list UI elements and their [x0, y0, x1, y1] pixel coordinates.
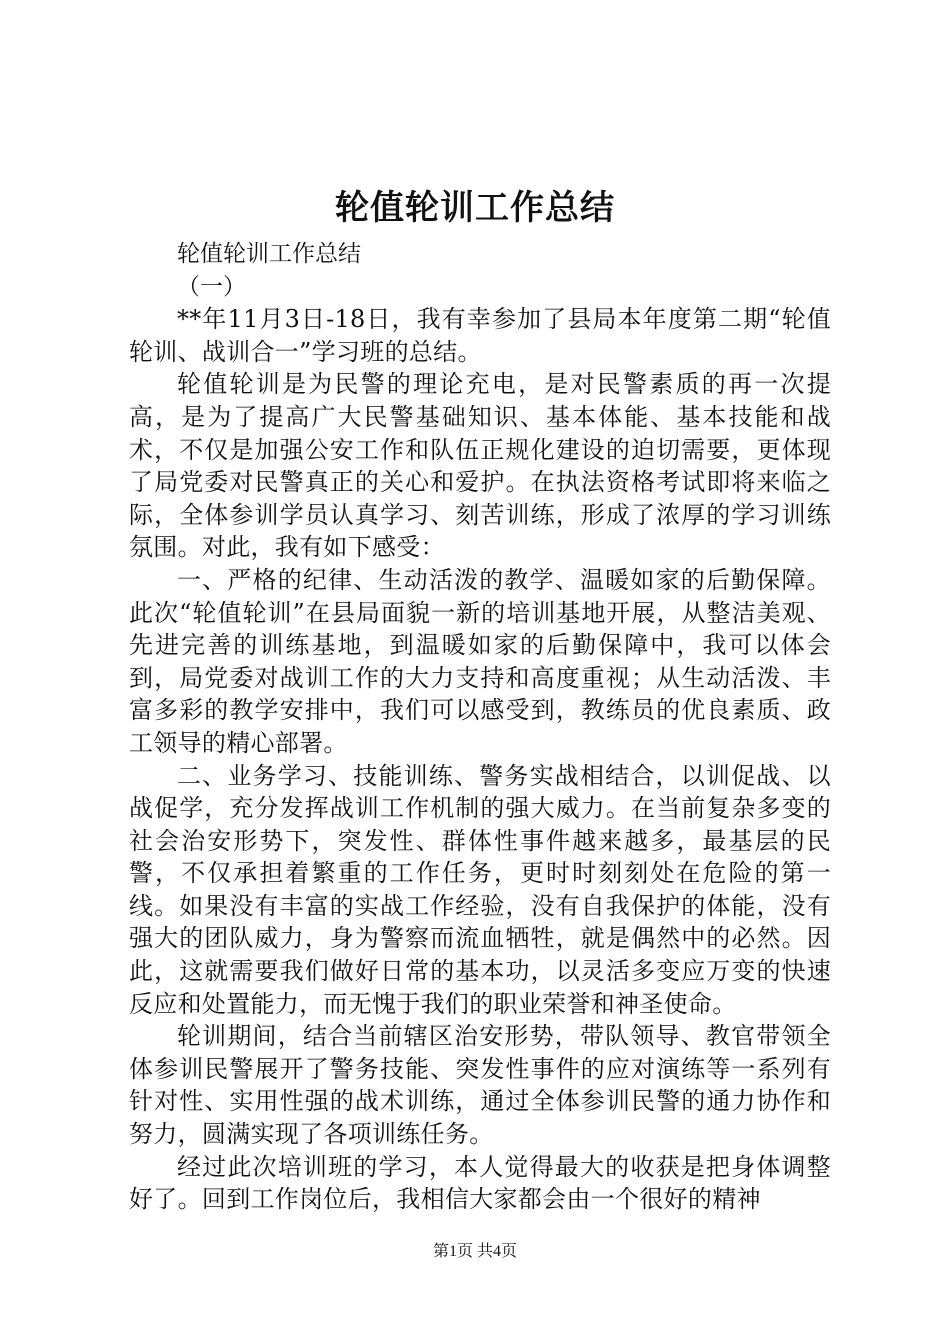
- document-subtitle: 轮值轮训工作总结: [177, 241, 361, 267]
- paragraph-6: 经过此次培训班的学习，本人觉得最大的收获是把身体调整好了。回到工作岗位后，我相信大家都会由一个很好的精神: [129, 1152, 831, 1214]
- paragraph-2: 轮值轮训是为民警的理论充电，是对民警素质的再一次提高，是为了提高广大民警基础知识、基本体能、基本技能和战术，不仅是加强公安工作和队伍正规化建设的迫切需要，更体现了局党委对民警真正的关心和爱护。在执法资格考试即将来临之际，全体参训学员认真学习、刻苦训练，形成了浓厚的学习训练氛围。对此，我有如下感受：: [129, 370, 831, 562]
- paragraph-3: 一、严格的纪律、生动活泼的教学、温暖如家的后勤保障。此次“轮值轮训”在县局面貌一新的培训基地开展，从整洁美观、先进完善的训练基地，到温暖如家的后勤保障中，我可以体会到，局党委对战训工作的大力支持和高度重视；从生动活泼、丰富多彩的教学安排中，我们可以感受到，教练员的优良素质、政工领导的精心部署。: [129, 565, 831, 757]
- document-title: 轮值轮训工作总结: [335, 188, 615, 228]
- page-footer: 第1页 共4页: [432, 1243, 517, 1260]
- document-body: [129, 238, 831, 1216]
- paragraph-1: **年11月3日-18日，我有幸参加了县局本年度第二期“轮值轮训、战训合一”学习班的总结。: [129, 305, 831, 366]
- paragraph-5: 轮训期间，结合当前辖区治安形势，带队领导、教官带领全体参训民警展开了警务技能、突发性事件的应对演练等一系列有针对性、实用性强的战术训练，通过全体参训民警的通力协作和努力，圆满实现了各项训练任务。: [129, 1022, 831, 1149]
- section-marker: （一）: [177, 273, 246, 300]
- paragraph-4: 二、业务学习、技能训练、警务实战相结合，以训促战、以战促学，充分发挥战训工作机制的强大威力。在当前复杂多变的社会治安形势下，突发性、群体性事件越来越多，最基层的民警，不仅承担着繁重的工作任务，更时时刻刻处在危险的第一线。如果没有丰富的实战工作经验，没有自我保护的体能，没有强大的团队威力，身为警察而流血牺牲，就是偶然中的必然。因此，这就需要我们做好日常的基本功，以灵活多变应万变的快速反应和处置能力，而无愧于我们的职业荣誉和神圣使命。: [129, 761, 831, 1018]
